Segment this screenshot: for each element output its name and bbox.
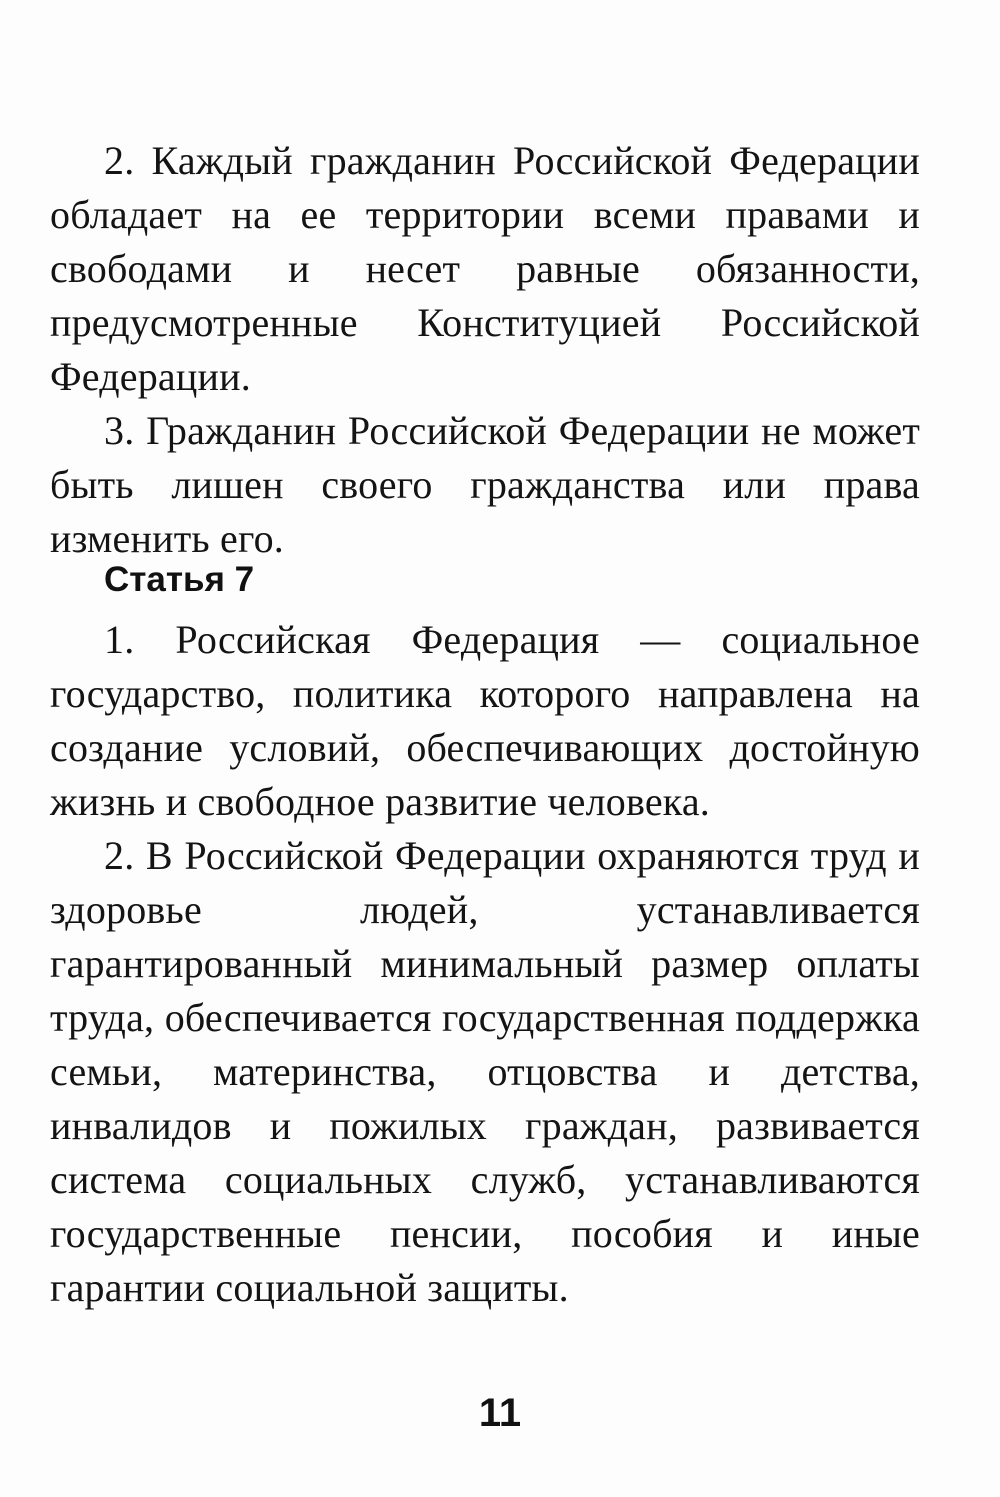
article-6-continuation [50, 134, 920, 566]
article-6-paragraph-3: 3. Гражданин Российской Федерации не может быть лишен своего гражданства или права изменить его. [50, 408, 920, 561]
article-7-heading: Статья 7 [104, 560, 255, 599]
article-7-paragraph-1: 1. Российская Федерация — социальное государство, политика которого направлена на создание условий, обеспечивающих достойную жизнь и свободное развитие человека. [50, 617, 920, 824]
article-7-body [50, 613, 920, 1315]
article-7-paragraph-2: 2. В Российской Федерации охраняются труд и здоровье людей, устанавливается гарантированный минимальный размер оплаты труда, обеспечивается государственная поддержка семьи, материнства, отцовства и детства, инвалидов и пожилых граждан, развивается система социальных служб, устанавливаются государственные пенсии, пособия и иные гарантии социальной защиты. [50, 833, 920, 1310]
article-6-paragraph-2: 2. Каждый гражданин Российской Федерации обладает на ее территории всеми правами и свободами и несет равные обязанности, предусмотренные Конституцией Российской Федерации. [50, 138, 920, 399]
page-number: 11 [478, 1391, 522, 1435]
